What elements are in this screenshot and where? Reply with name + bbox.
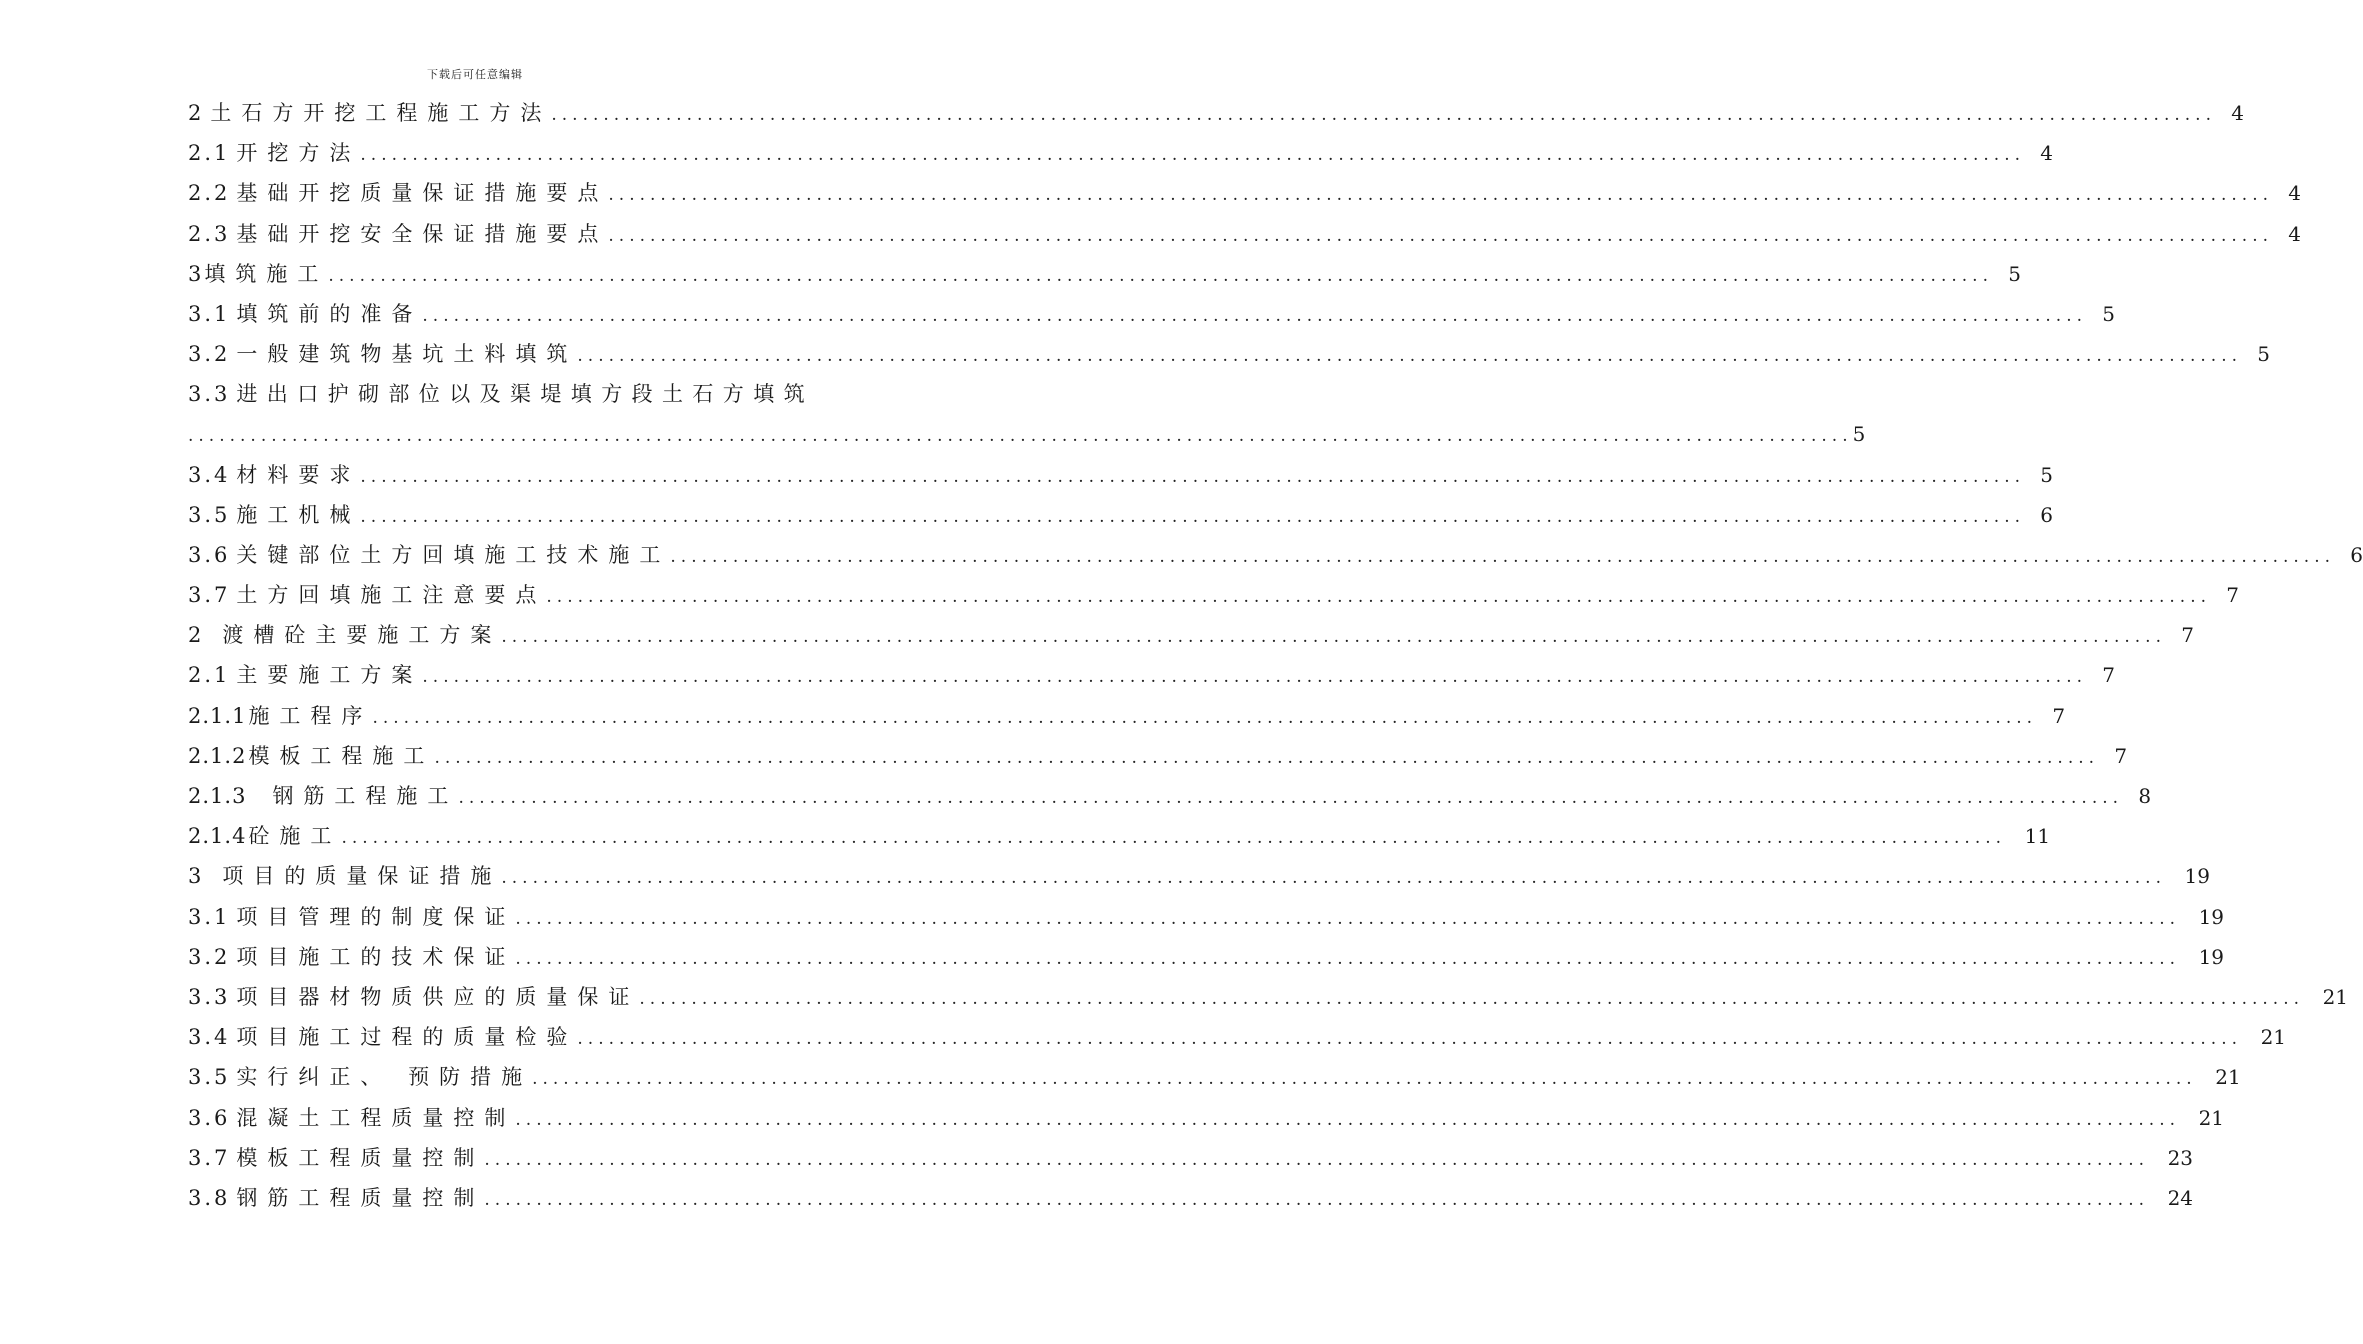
toc-title: 土方回填施工注意要点	[236, 583, 547, 608]
toc-page: 7	[2052, 703, 2066, 728]
toc-page: 7	[2226, 583, 2240, 608]
toc-entry[interactable]	[188, 539, 2363, 579]
toc-leader: ................................................................................................................................................................	[546, 587, 2212, 608]
toc-page: 19	[2198, 904, 2225, 929]
toc-title: 项目器材物质供应的质量保证	[236, 984, 640, 1009]
toc-title: 主要施工方案	[236, 663, 423, 688]
toc-leader: ................................................................................................................................................................	[639, 988, 2305, 1009]
toc-number: 3.7	[188, 1145, 231, 1170]
toc-number: 2.1	[188, 663, 231, 688]
toc-page: 21	[2260, 1025, 2287, 1050]
toc-page: 8	[2138, 784, 2152, 808]
toc-title: 混凝土工程质量控制	[236, 1105, 516, 1130]
toc-entry[interactable]	[188, 499, 2054, 539]
toc-title: 渡槽砼主要施工方案	[222, 623, 502, 648]
toc-entry[interactable]	[188, 619, 2194, 659]
toc-title: 施工机械	[236, 502, 361, 527]
toc-title: 施工程序	[248, 703, 373, 728]
toc-leader: ................................................................................................................................................................	[515, 948, 2181, 969]
toc-leader: ................................................................................................................................................................	[360, 506, 2026, 527]
toc-leader: ................................................................................................................................................................	[551, 105, 2216, 125]
toc-number: 2.2	[188, 181, 231, 206]
toc-leader: ................................................................................................................................................................	[484, 1149, 2150, 1170]
toc-number: 3.1	[188, 301, 231, 326]
toc-title: 开挖方法	[236, 141, 361, 166]
toc-leader: ................................................................................................................................................................	[434, 747, 2100, 768]
page-header: 下载后可任意编辑	[427, 68, 523, 81]
toc-title: 进出口护砌部位以及渠堤填方段土石方填筑	[236, 382, 815, 407]
toc-entry[interactable]	[188, 780, 2152, 820]
toc-entry[interactable]	[188, 740, 2128, 780]
toc-page: 21	[2322, 984, 2349, 1009]
toc-leader: ................................................................................................................................................................	[458, 788, 2124, 808]
toc-entry[interactable]	[188, 218, 2302, 258]
toc-title: 项目的质量保证措施	[222, 864, 502, 889]
toc-leader: ................................................................................................................................................................	[484, 1189, 2150, 1210]
toc-leader: ................................................................................................................................................................	[188, 426, 1853, 447]
toc-number: 3.5	[188, 1065, 231, 1090]
toc-leader: ................................................................................................................................................................	[608, 185, 2274, 206]
toc-number: 3.4	[188, 462, 231, 487]
toc-page: 11	[2024, 824, 2051, 849]
toc-entry[interactable]	[188, 700, 2066, 740]
toc-entry[interactable]	[188, 659, 2116, 699]
toc-title: 土石方开挖工程施工方法	[210, 101, 552, 125]
toc-number: 2.1.3	[188, 784, 247, 808]
toc-number: 3.2	[188, 944, 231, 969]
toc-title: 基础开挖安全保证措施要点	[236, 221, 609, 246]
toc-entry[interactable]	[188, 1102, 2225, 1142]
toc-title: 项目管理的制度保证	[236, 904, 516, 929]
toc-entry[interactable]	[188, 1021, 2287, 1061]
toc-number: 2.1.2	[188, 743, 247, 768]
table-of-contents	[188, 97, 2363, 1222]
toc-page: 4	[2231, 101, 2244, 125]
toc-leader: ................................................................................................................................................................	[515, 908, 2181, 929]
toc-number: 3.6	[188, 542, 231, 567]
toc-page: 23	[2167, 1145, 2194, 1170]
toc-number: 2	[188, 623, 205, 648]
toc-number: 3.3	[188, 382, 231, 407]
toc-title: 实行纠正、 预防措施	[236, 1065, 533, 1090]
toc-page: 6	[2040, 502, 2054, 527]
toc-number: 3.2	[188, 342, 231, 367]
toc-entry[interactable]	[188, 860, 2210, 900]
toc-title: 关键部位土方回填施工技术施工	[236, 542, 671, 567]
toc-number: 2.1	[188, 141, 231, 166]
toc-leader: ................................................................................................................................................................	[577, 346, 2243, 367]
toc-entry[interactable]	[188, 901, 2225, 941]
toc-leader: ................................................................................................................................................................	[360, 466, 2026, 487]
toc-title: 基础开挖质量保证措施要点	[236, 181, 609, 206]
toc-entry[interactable]	[188, 941, 2225, 981]
toc-number: 3.8	[188, 1185, 231, 1210]
toc-number: 3	[188, 261, 205, 286]
toc-entry[interactable]	[188, 981, 2349, 1021]
toc-entry[interactable]	[188, 579, 2240, 619]
toc-entry[interactable]	[188, 820, 2051, 860]
toc-title: 填筑施工	[204, 261, 329, 286]
toc-leader: ................................................................................................................................................................	[608, 225, 2274, 246]
toc-entry[interactable]	[188, 459, 2054, 499]
toc-number: 3.4	[188, 1025, 231, 1050]
toc-page: 19	[2198, 944, 2225, 969]
toc-title: 模板工程施工	[248, 743, 435, 768]
toc-page: 7	[2102, 663, 2116, 688]
toc-page: 5	[2008, 261, 2021, 286]
toc-number: 2.1.4	[188, 824, 247, 849]
toc-entry[interactable]	[188, 137, 2054, 177]
toc-entry[interactable]	[188, 338, 2271, 378]
toc-number: 3.3	[188, 984, 231, 1009]
toc-leader: ................................................................................................................................................................	[372, 707, 2038, 728]
toc-number: 2	[188, 101, 205, 125]
toc-number: 3	[188, 864, 205, 889]
toc-entry[interactable]	[188, 1142, 2194, 1182]
toc-page: 21	[2215, 1065, 2241, 1090]
toc-leader: ................................................................................................................................................................	[577, 1029, 2243, 1050]
toc-page: 7	[2181, 623, 2194, 648]
toc-page: 6	[2350, 542, 2363, 567]
toc-title: 模板工程质量控制	[236, 1145, 485, 1170]
toc-page: 24	[2167, 1185, 2194, 1210]
toc-entry[interactable]	[188, 97, 2244, 137]
toc-leader: ................................................................................................................................................................	[360, 145, 2026, 166]
toc-title: 一般建筑物基坑土料填筑	[236, 342, 578, 367]
toc-entry[interactable]	[188, 298, 2116, 338]
toc-number: 3.6	[188, 1105, 231, 1130]
toc-entry[interactable]	[188, 258, 2021, 298]
toc-number: 3.7	[188, 583, 231, 608]
toc-leader: ................................................................................................................................................................	[532, 1069, 2197, 1090]
toc-number: 2.3	[188, 221, 231, 246]
toc-title: 钢筋工程质量控制	[236, 1185, 485, 1210]
toc-leader: ................................................................................................................................................................	[341, 828, 2007, 849]
toc-title: 项目施工的技术保证	[236, 944, 516, 969]
toc-page: 19	[2184, 864, 2210, 889]
toc-title: 材料要求	[236, 462, 361, 487]
toc-page: 7	[2114, 743, 2128, 768]
toc-title: 项目施工过程的质量检验	[236, 1025, 578, 1050]
toc-page: 21	[2198, 1105, 2225, 1130]
toc-page: 4	[2288, 221, 2302, 246]
toc-leader: ................................................................................................................................................................	[670, 546, 2336, 567]
toc-page: 5	[2040, 462, 2054, 487]
toc-leader: ................................................................................................................................................................	[328, 265, 1993, 286]
toc-leader: ................................................................................................................................................................	[501, 868, 2166, 889]
toc-title: 砼施工	[248, 824, 342, 849]
toc-entry[interactable]	[188, 177, 2302, 217]
toc-leader: ................................................................................................................................................................	[422, 667, 2088, 688]
toc-number: 2.1.1	[188, 703, 247, 728]
toc-page: 4	[2288, 181, 2302, 206]
toc-entry[interactable]	[188, 1182, 2194, 1222]
toc-number: 3.1	[188, 904, 231, 929]
toc-title: 钢筋工程施工	[272, 784, 459, 808]
toc-leader: ................................................................................................................................................................	[501, 627, 2166, 648]
toc-page: 5	[1852, 422, 1866, 447]
toc-leader: ................................................................................................................................................................	[422, 305, 2088, 326]
toc-page: 5	[2102, 301, 2116, 326]
toc-page: 4	[2040, 141, 2054, 166]
toc-leader: ................................................................................................................................................................	[515, 1109, 2181, 1130]
toc-number: 3.5	[188, 502, 231, 527]
toc-entry[interactable]	[188, 1061, 2241, 1101]
toc-entry[interactable]	[188, 378, 1866, 458]
toc-page: 5	[2257, 342, 2271, 367]
toc-title: 填筑前的准备	[236, 301, 423, 326]
